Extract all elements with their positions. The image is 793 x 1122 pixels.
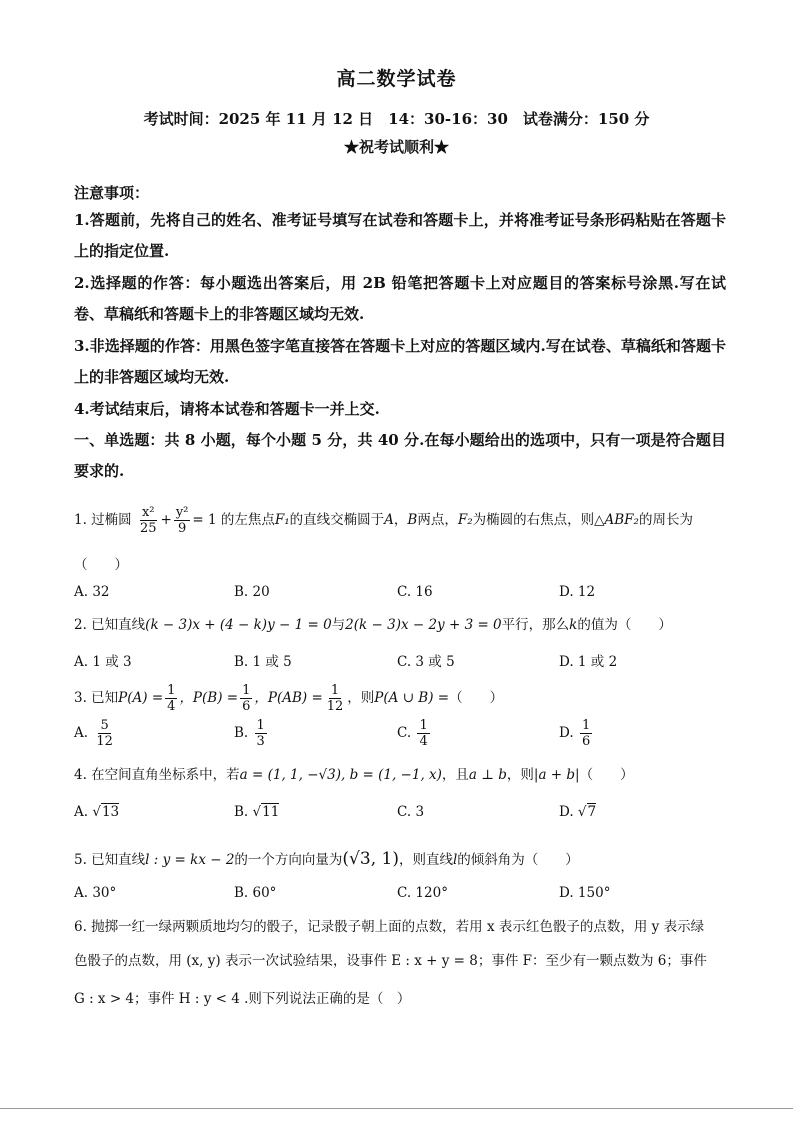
q5-option-c[interactable]: C. 120°	[397, 885, 448, 901]
q4-option-a-label: A.	[74, 804, 89, 820]
q3-text-3: （ ）	[449, 690, 504, 706]
q1-text-2: 的直线交椭圆于	[289, 512, 385, 528]
q3-pb-num: 1	[242, 683, 251, 698]
page-title: 高二数学试卷	[336, 68, 457, 90]
q5-text-3: ，则直线	[398, 852, 453, 868]
q4-text-3: ，则	[506, 767, 534, 783]
q4-text-1: 4. 在空间直角坐标系中，若	[74, 767, 240, 783]
q5-l: l	[452, 852, 458, 868]
q1-text-3: ，	[393, 512, 408, 528]
q3-option-d-label: D.	[559, 725, 574, 741]
q1-text-4: 两点，	[417, 512, 458, 528]
q2-option-a[interactable]: A. 1 或 3	[74, 654, 132, 670]
q3-option-a-label: A.	[74, 725, 89, 741]
q3-d-num: 1	[581, 718, 591, 733]
q5-text-1: 5. 已知直线	[74, 852, 146, 868]
q1-f1: F₁	[274, 512, 290, 528]
q1-option-a[interactable]: A. 32	[74, 584, 110, 600]
question-1: 1. 过椭圆 $\frac{\text{x²}}{25}$ + $\frac{\text{y²}}{9}$ = 1 的左焦点F₁的直线交椭圆于A，B两点，F₂为椭圆的右焦点，则△ABF₂的周长为	[74, 505, 693, 536]
q2-option-d[interactable]: D. 1 或 2	[559, 654, 618, 670]
q4-magnitude: |a + b|	[533, 767, 580, 783]
exam-info: 考试时间：2025 年 11 月 12 日 14：30-16：30 试卷满分：150 分	[143, 110, 650, 128]
q5-text-2: 的一个方向向量为	[234, 852, 343, 868]
q2-line-1: (k − 3)x + (4 − k)y − 1 = 0	[145, 617, 332, 633]
q4-text-2: ，且	[441, 767, 469, 783]
q1-point-a: A	[384, 512, 394, 528]
notice-item-2: 2.选择题的作答：每小题选出答案后，用 2B 铅笔把答题卡上对应题目的答案标号涂黑.写在试卷、草稿纸和答题卡上的非答题区域均无效.	[74, 274, 726, 323]
notice-item-3: 3.非选择题的作答：用黑色签字笔直接答在答题卡上对应的答题区域内.写在试卷、草稿纸和答题卡上的非答题区域均无效.	[74, 337, 726, 386]
q3-union: P(A ∪ B) =	[374, 690, 450, 706]
q3-b-num: 1	[256, 718, 265, 733]
q2-line-2: 2(k − 3)x − 2y + 3 = 0	[345, 617, 502, 633]
q3-c-den: 4	[419, 734, 428, 749]
q4-a-radicand: 13	[101, 804, 120, 820]
q4-perp: a ⊥ b	[468, 767, 507, 783]
q3-pab-den: 12	[326, 699, 344, 714]
question-6-line-3: G : x > 4；事件 H : y < 4 .则下列说法正确的是（ ）	[74, 991, 411, 1007]
q3-option-a-fraction	[94, 718, 115, 749]
q4-option-c-label: C.	[397, 804, 412, 820]
q3-option-c-label: C.	[397, 725, 412, 741]
q1-text-6: 的周长为	[638, 512, 693, 528]
q3-pa-den: 4	[167, 699, 176, 714]
question-3	[74, 680, 726, 716]
q3-pa: P(A) =	[118, 690, 164, 706]
notice-item-4: 4.考试结束后，请将本试卷和答题卡一并上交.	[74, 400, 380, 418]
page-bottom-rule	[0, 1108, 793, 1109]
q2-text-2: 与	[331, 617, 346, 633]
q5-line: l : y = kx − 2	[145, 852, 235, 868]
q1-option-d[interactable]: D. 12	[559, 584, 596, 600]
q3-option-c-fraction	[417, 718, 429, 749]
q4-option-b-label: B.	[234, 804, 249, 820]
q1-option-b[interactable]: B. 20	[234, 584, 270, 600]
q1-x-fraction	[138, 505, 159, 536]
q4-text-4: （ ）	[579, 767, 634, 783]
q3-c-num: 1	[419, 718, 428, 733]
question-6-line-1: 6. 抛掷一红一绿两颗质地均匀的骰子，记录骰子朝上面的点数，若用 x 表示红色骰子的点数，用 y 表示绿	[74, 919, 705, 935]
q1-x-num: x²	[141, 505, 155, 520]
q2-k: k	[569, 617, 578, 633]
q3-pa-num: 1	[167, 683, 176, 698]
q5-direction: (√3, 1)	[342, 849, 399, 869]
q3-option-b[interactable]	[234, 718, 269, 749]
q1-f2: F₂	[457, 512, 473, 528]
q5-text-4: 的倾斜角为（ ）	[457, 852, 579, 868]
q1-prefix: 1. 过椭圆	[74, 512, 132, 528]
question-5	[74, 844, 726, 875]
q1-paren: （ ）	[74, 557, 128, 573]
q4-b-radicand: 11	[262, 804, 280, 820]
q3-option-a[interactable]	[74, 718, 117, 749]
section-heading: 一、单选题：共 8 小题，每个小题 5 分，共 40 分.在每小题给出的选项中，只有一项是符合题目要求的.	[74, 431, 726, 480]
q1-y-num: y²	[175, 505, 189, 520]
q4-option-a[interactable]: A. √13	[74, 804, 120, 820]
q1-x-den: 25	[139, 521, 157, 536]
q1-option-c[interactable]: C. 16	[397, 584, 433, 600]
q3-a-den: 12	[96, 734, 113, 749]
q1-text-5: 为椭圆的右焦点，则	[472, 512, 595, 528]
q3-pab-fraction	[325, 683, 346, 714]
q5-option-b[interactable]: B. 60°	[234, 885, 277, 901]
q4-option-d[interactable]: D. √7	[559, 804, 597, 820]
q5-option-d[interactable]: D. 150°	[559, 885, 611, 901]
q5-option-a[interactable]: A. 30°	[74, 885, 117, 901]
slogan: ★祝考试顺利★	[343, 138, 449, 156]
notice-item-1: 1.答题前，先将自己的姓名、准考证号填写在试卷和答题卡上，并将准考证号条形码粘贴在答题卡上的指定位置.	[74, 211, 726, 260]
q1-text-1: 的左焦点	[220, 512, 275, 528]
notice-heading: 注意事项：	[74, 184, 150, 202]
q4-vectors: a = (1, 1, −√3), b = (1, −1, x)	[239, 767, 442, 783]
q1-triangle: △ABF₂	[594, 512, 639, 528]
q3-pab-num: 1	[330, 683, 340, 698]
q3-option-d-fraction	[580, 718, 592, 749]
q3-text-1: 3. 已知	[74, 690, 119, 706]
q2-text-4: 的值为（ ）	[577, 617, 672, 633]
q4-c-value: 3	[415, 804, 425, 820]
q3-pb: ，P(B) =	[179, 690, 239, 706]
q3-option-b-fraction	[255, 718, 267, 749]
q4-option-c[interactable]	[397, 804, 424, 820]
q1-point-b: B	[407, 512, 418, 528]
q2-text-1: 2. 已知直线	[74, 617, 146, 633]
q3-b-den: 3	[256, 734, 265, 749]
q3-option-d[interactable]	[559, 718, 594, 749]
q1-y-den: 9	[177, 521, 187, 536]
q2-option-c[interactable]: C. 3 或 5	[397, 654, 455, 670]
q1-rhs: = 1	[192, 512, 217, 528]
q3-pab: ，P(AB) =	[254, 690, 323, 706]
q3-pa-fraction	[165, 683, 177, 714]
q4-option-d-label: D.	[559, 804, 574, 820]
question-2	[74, 610, 726, 640]
q4-d-radicand: 7	[587, 804, 597, 820]
q3-a-num: 5	[100, 718, 109, 733]
q3-pb-fraction	[240, 683, 252, 714]
q4-option-b[interactable]: B. √11	[234, 804, 280, 820]
q3-option-c[interactable]	[397, 718, 432, 749]
q1-y-fraction	[174, 505, 191, 536]
q3-option-b-label: B.	[234, 725, 249, 741]
q2-option-b[interactable]: B. 1 或 5	[234, 654, 292, 670]
q3-text-2: ，则	[347, 690, 375, 706]
q3-pb-den: 6	[242, 699, 251, 714]
question-4	[74, 760, 726, 790]
question-6-line-2: 色骰子的点数，用 (x, y) 表示一次试验结果，设事件 E : x + y = 8；事件 F：至少有一颗点数为 6；事件	[74, 953, 707, 969]
q2-text-3: 平行，那么	[501, 617, 570, 633]
q3-d-den: 6	[581, 734, 591, 749]
